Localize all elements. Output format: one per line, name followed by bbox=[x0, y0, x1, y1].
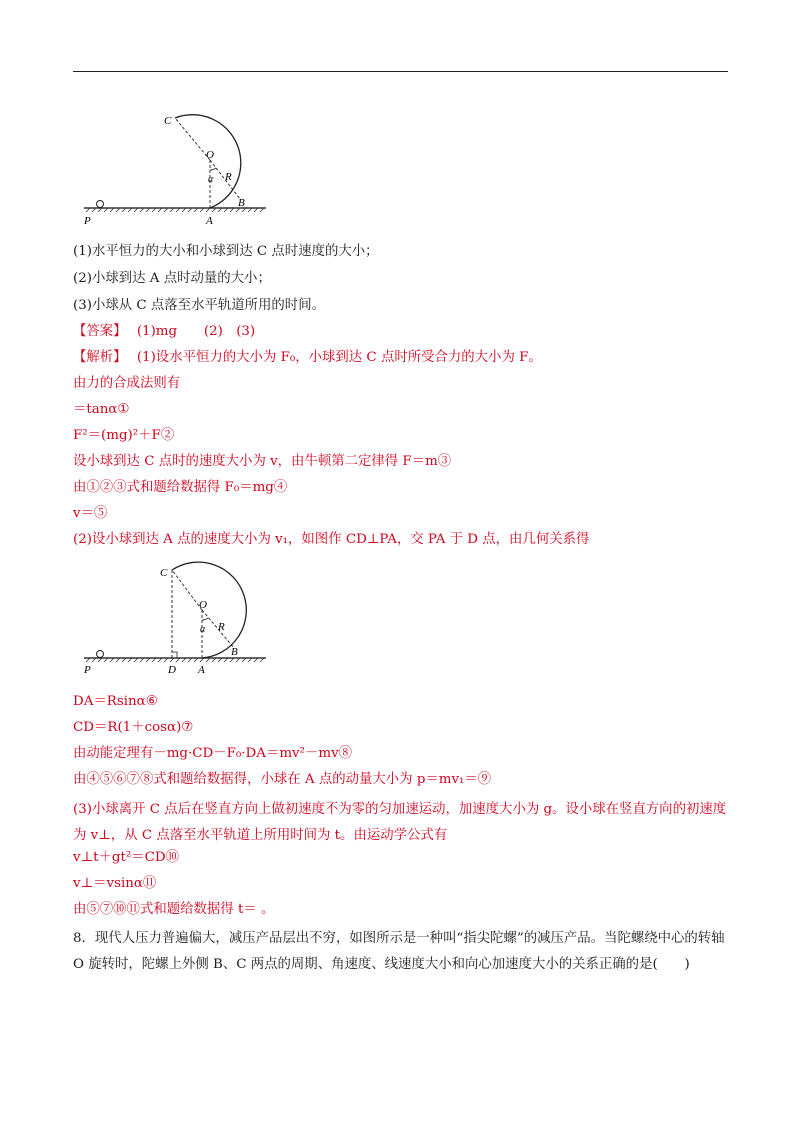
analysis-line-13: (3)小球离开 C 点后在竖直方向上做初速度不为零的匀加速运动，加速度大小为 g。设小球在竖直方向的初速度为 v⊥，从 C 点落至水平轨道上所用时间为 t。由运动学公式有 bbox=[73, 802, 727, 843]
analysis-line-15: v⊥＝vsinα⑪ bbox=[73, 876, 157, 891]
figure-2-track-diagram bbox=[80, 552, 270, 682]
question-2: (2)小球到达 A 点时动量的大小； bbox=[73, 271, 271, 286]
analysis-line-7: v＝⑤ bbox=[73, 506, 108, 521]
label-o-2: O bbox=[199, 599, 207, 611]
answer-text: (1)mg (2) (3) bbox=[136, 324, 256, 339]
question-8: 8．现代人压力普遍偏大，减压产品层出不穷，如图所示是一种叫“指尖陀螺”的减压产品。当陀螺绕中心的转轴 O 旋转时，陀螺上外侧 B、C 两点的周期、角速度、线速度大小和向心加速度大小的关系正确的是( ) bbox=[73, 931, 725, 972]
answer-tag: 【答案】 bbox=[73, 324, 127, 339]
analysis-tag: 【解析】 bbox=[73, 350, 127, 365]
analysis-line-1 bbox=[73, 349, 542, 367]
question-3: (3)小球从 C 点落至水平轨道所用的时间。 bbox=[73, 298, 325, 313]
analysis-line-14: v⊥t＋gt²＝CD⑩ bbox=[73, 850, 180, 865]
analysis-line-2: 由力的合成法则有 bbox=[73, 376, 181, 391]
label-p-2: P bbox=[84, 664, 91, 676]
figure-1-track-diagram bbox=[80, 100, 270, 228]
analysis-text-1: (1)设水平恒力的大小为 F₀，小球到达 C 点时所受合力的大小为 F。 bbox=[136, 350, 542, 365]
label-r: R bbox=[225, 171, 232, 183]
analysis-line-8: (2)设小球到达 A 点的速度大小为 v₁，如图作 CD⊥PA，交 PA 于 D 点，由几何关系得 bbox=[73, 532, 590, 547]
analysis-line-3: ＝tanα① bbox=[73, 402, 130, 417]
label-a-2: A bbox=[198, 664, 205, 676]
label-alpha: α bbox=[208, 174, 214, 185]
label-d-2: D bbox=[168, 664, 176, 676]
analysis-line-10: CD＝R(1＋cosα)⑦ bbox=[73, 720, 194, 735]
label-p: P bbox=[84, 215, 91, 227]
analysis-line-11: 由动能定理有－mg·CD－F₀·DA＝mv²－mv⑧ bbox=[73, 746, 353, 761]
question-1: (1)水平恒力的大小和小球到达 C 点时速度的大小； bbox=[73, 244, 379, 259]
label-c-2: C bbox=[160, 567, 168, 579]
label-c: C bbox=[164, 115, 172, 127]
label-b: B bbox=[238, 197, 245, 209]
header-rule bbox=[73, 71, 728, 72]
label-o: O bbox=[206, 149, 214, 161]
answer-line bbox=[73, 323, 255, 341]
analysis-line-4: F²＝(mg)²＋F② bbox=[73, 428, 175, 443]
analysis-line-6: 由①②③式和题给数据得 F₀＝mg④ bbox=[73, 480, 288, 495]
label-b-2: B bbox=[231, 646, 238, 658]
analysis-line-9: DA＝Rsinα⑥ bbox=[73, 694, 158, 709]
label-r-2: R bbox=[218, 621, 225, 633]
label-a: A bbox=[206, 215, 213, 227]
analysis-line-5: 设小球到达 C 点时的速度大小为 v，由牛顿第二定律得 F＝m③ bbox=[73, 454, 452, 469]
analysis-line-12: 由④⑤⑥⑦⑧式和题给数据得，小球在 A 点的动量大小为 p＝mv₁＝⑨ bbox=[73, 772, 492, 787]
label-alpha-2: α bbox=[200, 624, 206, 635]
analysis-line-16: 由⑤⑦⑩⑪式和题给数据得 t＝ 。 bbox=[73, 902, 275, 917]
